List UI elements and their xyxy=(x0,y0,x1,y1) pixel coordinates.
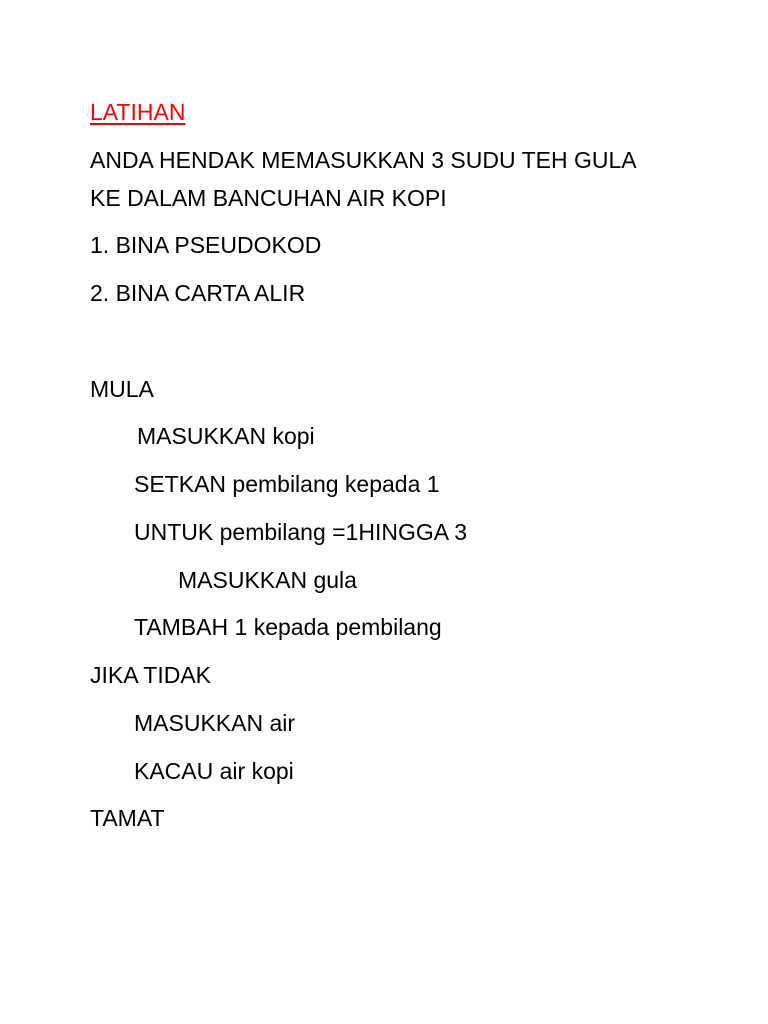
pseudocode-insert-sugar: MASUKKAN gula xyxy=(178,567,357,593)
pseudocode-else: JIKA TIDAK xyxy=(90,662,212,688)
question-line-2: KE DALAM BANCUHAN AIR KOPI xyxy=(90,185,447,211)
task-pseudocode: 1. BINA PSEUDOKOD xyxy=(90,232,322,258)
pseudocode-for-loop: UNTUK pembilang =1HINGGA 3 xyxy=(134,519,467,545)
pseudocode-insert-coffee: MASUKKAN kopi xyxy=(137,423,315,449)
question-line-1: ANDA HENDAK MEMASUKKAN 3 SUDU TEH GULA xyxy=(90,147,637,173)
pseudocode-insert-water: MASUKKAN air xyxy=(134,710,296,736)
pseudocode-stir: KACAU air kopi xyxy=(134,758,294,784)
task-flowchart: 2. BINA CARTA ALIR xyxy=(90,280,306,306)
pseudocode-set-counter: SETKAN pembilang kepada 1 xyxy=(134,471,440,497)
pseudocode-end: TAMAT xyxy=(90,805,165,831)
pseudocode-start: MULA xyxy=(90,376,154,402)
exercise-heading: LATIHAN xyxy=(90,99,186,125)
pseudocode-increment: TAMBAH 1 kepada pembilang xyxy=(134,614,442,640)
